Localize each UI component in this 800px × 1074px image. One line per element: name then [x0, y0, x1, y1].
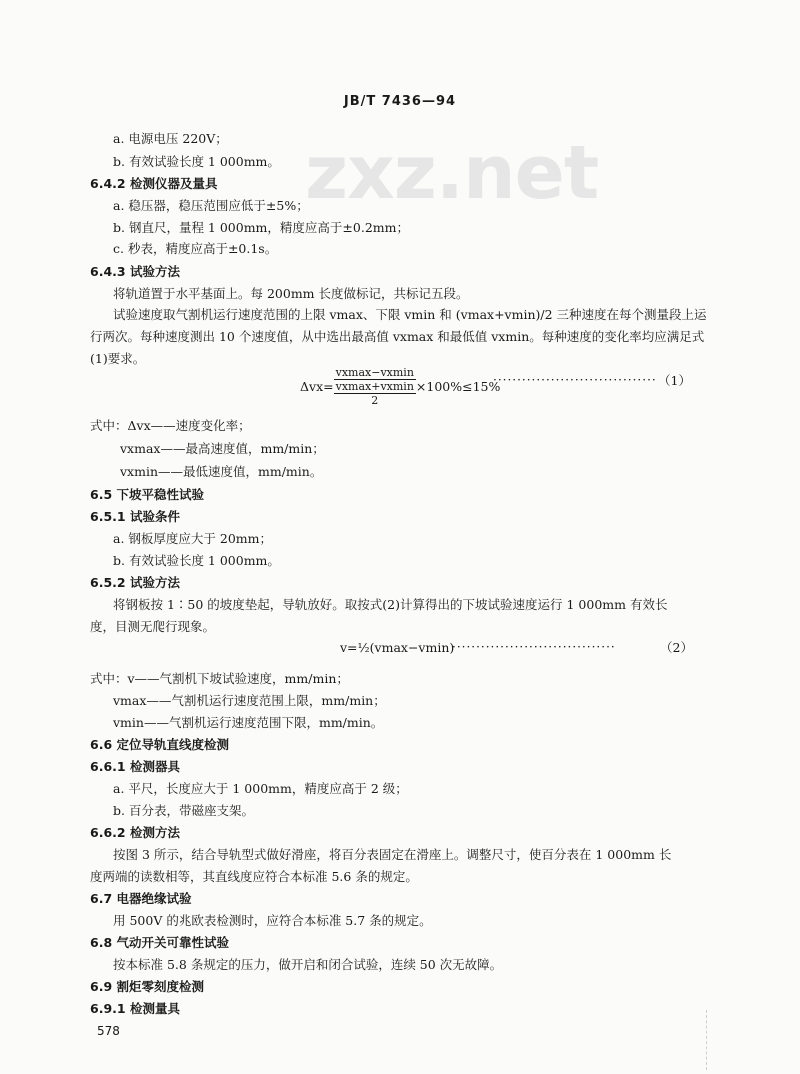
section-heading: 6.7 电器绝缘试验 — [90, 891, 192, 906]
formula-1-numerator: vxmax−vxmin — [335, 366, 414, 379]
text-line: c. 秒表，精度应高于±0.1s。 — [113, 241, 278, 256]
text-line: 按本标准 5.8 条规定的压力，做开启和闭合试验，连续 50 次无故障。 — [113, 957, 503, 972]
formula-1-fraction — [334, 366, 416, 407]
watermark: zxz.net — [305, 130, 599, 216]
formula-1 — [300, 366, 500, 407]
formula-1-left: Δvx= — [300, 379, 334, 394]
formula-2: v=½(vmax−vmin) — [340, 640, 455, 655]
text-line: b. 钢直尺，量程 1 000mm，精度应高于±0.2mm； — [113, 220, 409, 235]
text-line: 度，目测无爬行现象。 — [90, 619, 216, 634]
text-line: 试验速度取气割机运行速度范围的上限 vmax、下限 vmin 和 (vmax+vmin)/2 三种速度在每个测量段上运 — [113, 307, 707, 322]
where-line: 式中：v——气割机下坡试验速度，mm/min； — [90, 671, 349, 686]
formula-1-number: （1） — [658, 373, 691, 388]
where-line: vxmin——最低速度值，mm/min。 — [120, 464, 323, 479]
section-heading: 6.5 下坡平稳性试验 — [90, 487, 204, 502]
text-line: 用 500V 的兆欧表检测时，应符合本标准 5.7 条的规定。 — [113, 913, 432, 928]
formula-1-leader: ·································· — [493, 373, 657, 387]
section-heading: 6.4.3 试验方法 — [90, 264, 180, 279]
formula-1-denominator-2: 2 — [371, 394, 379, 407]
text-line: a. 平尺，长度应大于 1 000mm，精度应高于 2 级； — [113, 781, 408, 796]
text-line: b. 有效试验长度 1 000mm。 — [113, 553, 280, 568]
where-line: 式中：Δvx——速度变化率； — [90, 418, 251, 433]
section-heading: 6.9 割炬零刻度检测 — [90, 979, 204, 994]
section-heading: 6.4.2 检测仪器及量具 — [90, 176, 218, 191]
formula-1-denominator: vxmax+vxmin — [335, 380, 414, 393]
scan-edge — [706, 1010, 708, 1070]
where-line: vmin——气割机运行速度范围下限，mm/min。 — [113, 715, 384, 730]
where-line: vmax——气割机运行速度范围上限，mm/min； — [113, 693, 386, 708]
standard-header: JB/T 7436—94 — [343, 94, 457, 109]
text-line: 按图 3 所示，结合导轨型式做好滑座，将百分表固定在滑座上。调整尺寸，使百分表在 1 000mm 长 — [113, 847, 672, 862]
text-line: 度两端的读数相等，其直线度应符合本标准 5.6 条的规定。 — [90, 869, 418, 884]
section-heading: 6.6 定位导轨直线度检测 — [90, 737, 229, 752]
text-line: a. 钢板厚度应大于 20mm； — [113, 531, 272, 546]
section-heading: 6.5.1 试验条件 — [90, 509, 180, 524]
text-line: 行两次。每种速度测出 10 个速度值，从中选出最高值 vxmax 和最低值 vxmin。每种速度的变化率均应满足式 — [90, 329, 705, 344]
text-line: (1)要求。 — [90, 351, 146, 366]
formula-1-right: ×100%≤15% — [415, 379, 501, 394]
text-line: 将钢板按 1∶50 的坡度垫起，导轨放好。取按式(2)计算得出的下坡试验速度运行 1 000mm 有效长 — [113, 597, 668, 612]
section-heading: 6.9.1 检测量具 — [90, 1001, 180, 1016]
section-heading: 6.8 气动开关可靠性试验 — [90, 935, 229, 950]
formula-2-number: （2） — [660, 640, 693, 655]
formula-2-leader: ·································· — [452, 640, 616, 654]
section-heading: 6.6.2 检测方法 — [90, 825, 180, 840]
section-heading: 6.5.2 试验方法 — [90, 575, 180, 590]
text-line: 将轨道置于水平基面上。每 200mm 长度做标记，共标记五段。 — [113, 286, 469, 301]
text-line: b. 百分表，带磁座支架。 — [113, 803, 254, 818]
text-line: a. 电源电压 220V； — [113, 131, 228, 146]
text-line: b. 有效试验长度 1 000mm。 — [113, 154, 280, 169]
where-line: vxmax——最高速度值，mm/min； — [120, 441, 325, 456]
text-line: a. 稳压器，稳压范围应低于±5%； — [113, 198, 309, 213]
page-number: 578 — [97, 1024, 120, 1038]
section-heading: 6.6.1 检测器具 — [90, 759, 180, 774]
